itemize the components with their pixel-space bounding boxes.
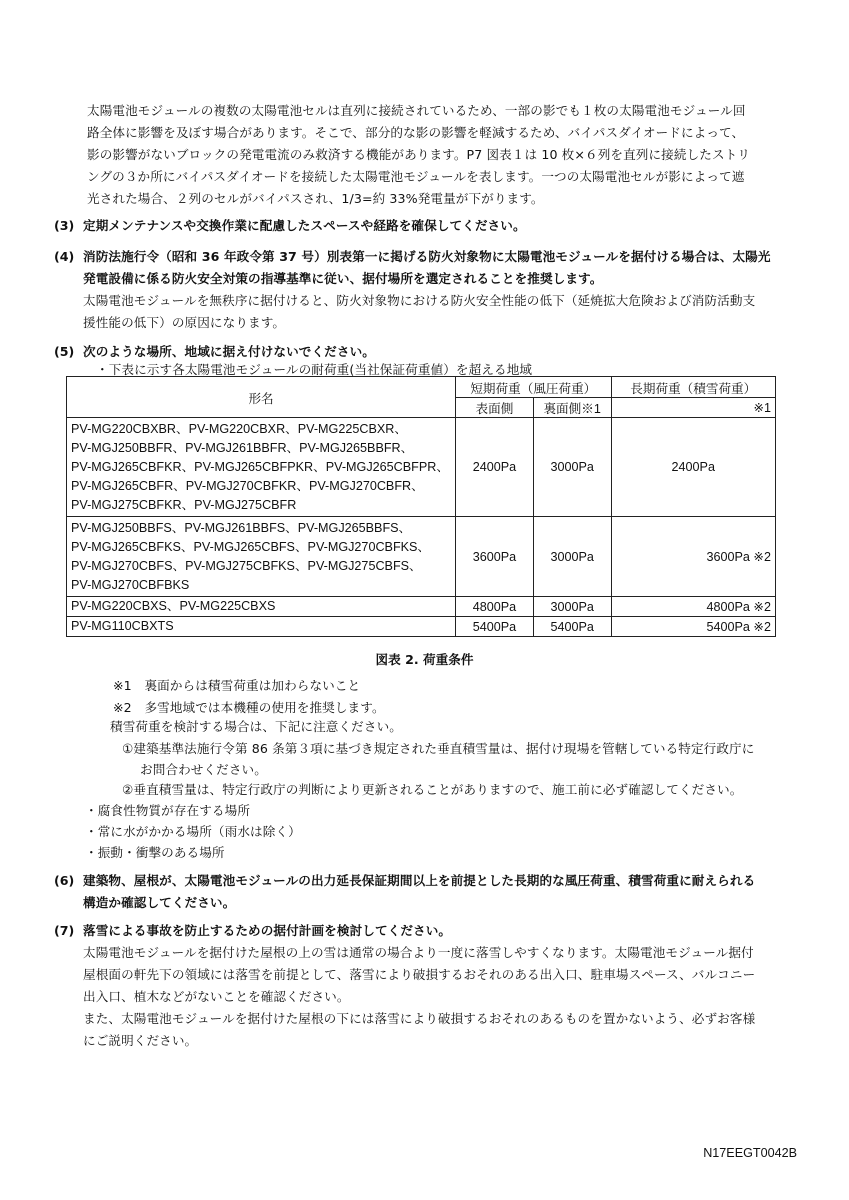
model-cell: PV-MG110CBXTS (67, 617, 456, 637)
item-7-title: 落雪による事故を防止するための据付計画を検討してください。 (83, 923, 452, 938)
note-line: 積雪荷重を検討する場合は、下記に注意ください。 (110, 719, 402, 734)
front-load-cell: 2400Pa (456, 418, 534, 517)
item-7-line: にご説明ください。 (83, 1033, 198, 1048)
model-line: PV-MGJ250BBFR、PV-MGJ261BBFR、PV-MGJ265BBFR、 (71, 440, 414, 455)
header-long-term: 長期荷重（積雪荷重） (611, 377, 776, 398)
item-3-number: (3) (54, 218, 75, 233)
table-caption: 図表 2. 荷重条件 (375, 652, 474, 667)
table-header-row (67, 377, 776, 398)
item-7-line: 屋根面の軒先下の領域には落雪を前提として、落雪により破損するおそれのある出入口、駐車場スペース、バルコニー (83, 967, 756, 982)
model-line: PV-MGJ270CBFS、PV-MGJ275CBFKS、PV-MGJ275CBFS、 (71, 558, 422, 573)
item-4-bold-line: 発電設備に係る防火安全対策の指導基準に従い、据付場所を選定されることを推奨します。 (83, 271, 603, 286)
front-load-cell: 4800Pa (456, 597, 534, 617)
model-line: PV-MGJ250BBFS、PV-MGJ261BBFS、PV-MGJ265BBFS、 (71, 520, 412, 535)
item-4-line: 援性能の低下）の原因になります。 (83, 315, 286, 330)
document-code: N17EEGT0042B (703, 1146, 797, 1160)
item-6-number: (6) (54, 873, 75, 888)
header-long-note: ※1 (611, 398, 776, 418)
item-6-line: 建築物、屋根が、太陽電池モジュールの出力延長保証期間以上を前提とした長期的な風圧荷重、積雪荷重に耐えられる (83, 873, 756, 888)
note-line: ②垂直積雪量は、特定行政庁の判断により更新されることがありますので、施工前に必ず確認してください。 (122, 782, 743, 797)
model-line: PV-MGJ265CBFKS、PV-MGJ265CBFS、PV-MGJ270CBFKS、 (71, 539, 431, 554)
item-7-line: また、太陽電池モジュールを据付けた屋根の下には落雪により破損するおそれのあるものを置かないよう、必ずお客様 (83, 1011, 756, 1026)
note-line: ①建築基準法施行令第 86 条第３項に基づき規定された垂直積雪量は、据付け現場を管轄している特定行政庁に (122, 741, 755, 756)
long-load-cell: 2400Pa (611, 418, 776, 517)
long-load-cell: 3600Pa ※2 (611, 517, 776, 597)
bullet-item: ・振動・衝撃のある場所 (85, 845, 225, 860)
note-line: お問合わせください。 (140, 762, 267, 777)
back-load-cell: 3000Pa (533, 597, 611, 617)
item-4-number: (4) (54, 249, 75, 264)
intro-line: 影の影響がないブロックの発電電流のみ救済する機能があります。P7 図表１は 10 枚×６列を直列に接続したストリ (87, 147, 751, 162)
model-line: PV-MGJ265CBFR、PV-MGJ270CBFKR、PV-MGJ270CBFR、 (71, 478, 424, 493)
model-line: PV-MGJ275CBFKR、PV-MGJ275CBFR (71, 497, 297, 512)
header-short-term: 短期荷重（風圧荷重） (456, 377, 611, 398)
item-5-sub: ・下表に示す各太陽電池モジュールの耐荷重(当社保証荷重値）を超える地域 (96, 362, 533, 377)
intro-line: ングの３か所にバイパスダイオードを接続した太陽電池モジュールを表します。一つの太陽電池セルが影によって遮 (87, 169, 745, 184)
table-row (67, 617, 776, 637)
model-cell (67, 517, 456, 597)
model-line: PV-MGJ270CBFBKS (71, 577, 190, 592)
table-row (67, 418, 776, 517)
intro-line: 太陽電池モジュールの複数の太陽電池セルは直列に接続されているため、一部の影でも１枚の太陽電池モジュール回 (87, 103, 746, 118)
item-7-number: (7) (54, 923, 75, 938)
note-line: ※2 多雪地域では本機種の使用を推奨します。 (113, 700, 385, 715)
front-load-cell: 3600Pa (456, 517, 534, 597)
long-load-cell: 5400Pa ※2 (611, 617, 776, 637)
intro-line: 路全体に影響を及ぼす場合があります。そこで、部分的な影の影響を軽減するため、バイパスダイオードによって、 (87, 125, 745, 140)
bullet-item: ・腐食性物質が存在する場所 (85, 803, 251, 818)
item-4-line: 太陽電池モジュールを無秩序に据付けると、防火対象物における防火安全性能の低下（延焼拡大危険および消防活動支 (83, 293, 756, 308)
bullet-item: ・常に水がかかる場所（雨水は除く） (85, 824, 301, 839)
note-line: ※1 裏面からは積雪荷重は加わらないこと (113, 678, 361, 693)
load-conditions-table (66, 376, 776, 637)
item-3-text: 定期メンテナンスや交換作業に配慮したスペースや経路を確保してください。 (83, 218, 526, 233)
item-7-line: 太陽電池モジュールを据付けた屋根の上の雪は通常の場合より一度に落雪しやすくなります。太陽電池モジュール据付 (83, 945, 754, 960)
header-front: 表面側 (456, 398, 534, 418)
model-cell (67, 418, 456, 517)
model-cell: PV-MG220CBXS、PV-MG225CBXS (67, 597, 456, 617)
back-load-cell: 3000Pa (533, 517, 611, 597)
item-7-line: 出入口、植木などがないことを確認ください。 (83, 989, 350, 1004)
table-row (67, 517, 776, 597)
long-load-cell: 4800Pa ※2 (611, 597, 776, 617)
back-load-cell: 3000Pa (533, 418, 611, 517)
item-6-line: 構造か確認してください。 (83, 895, 236, 910)
header-model: 形名 (67, 377, 456, 418)
item-5-text: 次のような場所、地域に据え付けないでください。 (83, 344, 375, 359)
back-load-cell: 5400Pa (533, 617, 611, 637)
model-line: PV-MG220CBXBR、PV-MG220CBXR、PV-MG225CBXR、 (71, 421, 407, 436)
model-line: PV-MGJ265CBFKR、PV-MGJ265CBFPKR、PV-MGJ265CBFPR、 (71, 459, 449, 474)
item-5-number: (5) (54, 344, 75, 359)
item-4-bold-line: 消防法施行令（昭和 36 年政令第 37 号）別表第一に掲げる防火対象物に太陽電池モジュールを据付ける場合は、太陽光 (83, 249, 771, 264)
header-back: 裏面側※1 (533, 398, 611, 418)
intro-line: 光された場合、２列のセルがバイパスされ、1/3=約 33%発電量が下がります。 (87, 191, 544, 206)
front-load-cell: 5400Pa (456, 617, 534, 637)
table-row (67, 597, 776, 617)
